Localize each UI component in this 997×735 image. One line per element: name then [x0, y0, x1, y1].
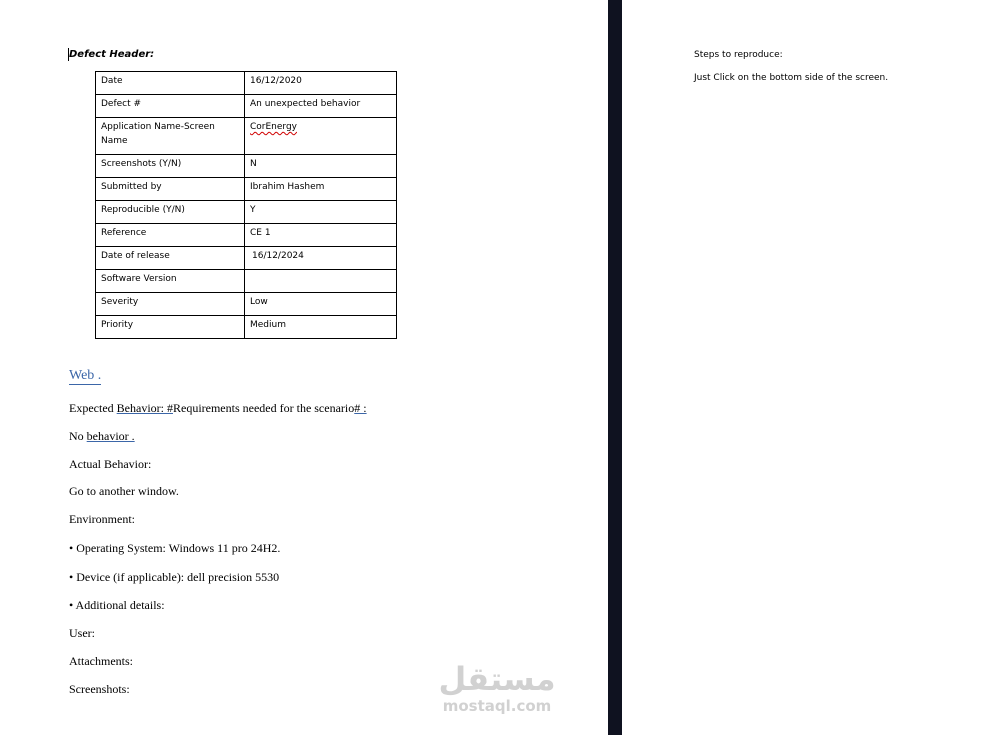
document-page-right: [622, 0, 997, 735]
table-value: Ibrahim Hashem: [245, 178, 397, 201]
table-row: [96, 155, 397, 178]
expected-link: Behavior: #: [116, 401, 173, 415]
steps-title: Steps to reproduce:: [694, 50, 783, 60]
table-value: Medium: [245, 316, 397, 339]
table-key: Priority: [96, 316, 245, 339]
table-value: [245, 118, 397, 155]
no-behavior-link: behavior .: [86, 429, 135, 443]
page-divider: [608, 0, 622, 735]
spellcheck-word: CorEnergy: [250, 122, 297, 132]
table-row: [96, 224, 397, 247]
table-row: [96, 316, 397, 339]
web-heading: Web .: [69, 368, 102, 383]
screenshots-label: Screenshots:: [69, 682, 130, 696]
table-key: Screenshots (Y/N): [96, 155, 245, 178]
no-behavior-line: No behavior .: [69, 429, 135, 443]
table-key: Severity: [96, 293, 245, 316]
user-label: User:: [69, 626, 95, 640]
steps-text: Just Click on the bottom side of the screen.: [694, 73, 889, 83]
table-key: Application Name-Screen Name: [96, 118, 245, 155]
table-value: Low: [245, 293, 397, 316]
table-key: Reference: [96, 224, 245, 247]
table-key: Date of release: [96, 247, 245, 270]
table-value: Y: [245, 201, 397, 224]
table-row: [96, 293, 397, 316]
expected-suffix: # :: [354, 401, 367, 415]
env-os-item: • Operating System: Windows 11 pro 24H2.: [69, 541, 281, 555]
env-device-item: • Device (if applicable): dell precision 5530: [69, 570, 280, 584]
table-row: [96, 270, 397, 293]
watermark-arabic: مستقل: [438, 660, 556, 698]
defect-table: [95, 71, 397, 339]
table-row: [96, 72, 397, 95]
env-details-item: • Additional details:: [69, 598, 165, 612]
table-row: [96, 247, 397, 270]
table-value: 16/12/2020: [245, 72, 397, 95]
table-value: CE 1: [245, 224, 397, 247]
table-row: [96, 178, 397, 201]
table-key: Submitted by: [96, 178, 245, 201]
table-value: [245, 270, 397, 293]
table-row: [96, 95, 397, 118]
table-key: Date: [96, 72, 245, 95]
release-date-text: 16/12/2024: [252, 251, 304, 261]
table-key: Reproducible (Y/N): [96, 201, 245, 224]
table-value: [245, 247, 397, 270]
environment-label: Environment:: [69, 512, 135, 526]
table-value: An unexpected behavior: [245, 95, 397, 118]
table-value: N: [245, 155, 397, 178]
watermark-latin: mostaql.com: [442, 697, 552, 715]
defect-header-title: Defect Header:: [69, 49, 155, 60]
actual-behavior-label: Actual Behavior:: [69, 457, 152, 471]
table-key: Defect #: [96, 95, 245, 118]
expected-behavior-line: Expected Behavior: #Requirements needed for the scenario# :: [69, 401, 367, 415]
mostaql-watermark: [432, 660, 562, 714]
actual-behavior-text: Go to another window.: [69, 484, 179, 498]
table-row: [96, 118, 397, 155]
table-key: Software Version: [96, 270, 245, 293]
attachments-label: Attachments:: [69, 654, 133, 668]
table-row: [96, 201, 397, 224]
